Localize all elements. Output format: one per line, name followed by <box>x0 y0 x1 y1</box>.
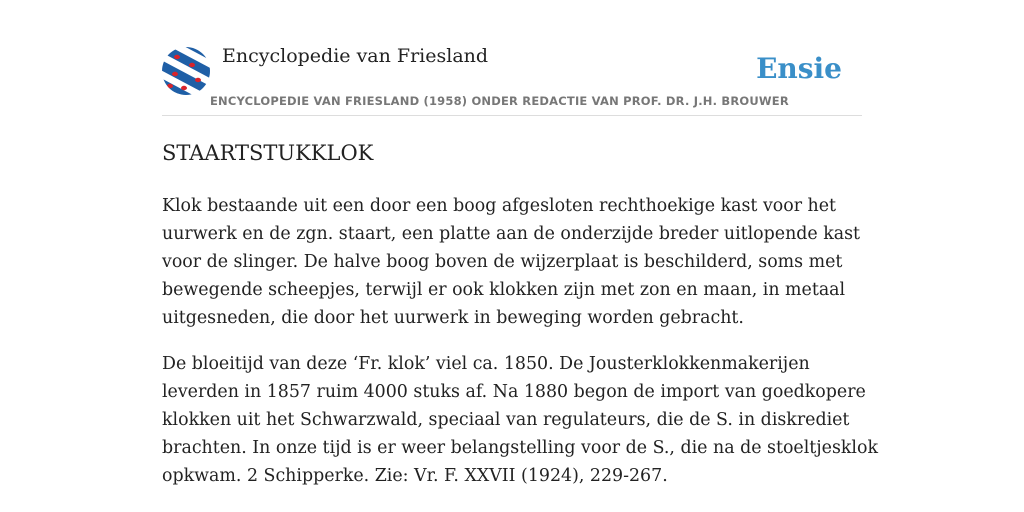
text-line: voor de slinger. De halve boog boven de wijzerplaat is beschilderd, soms met <box>162 252 843 272</box>
entry-paragraph-1 <box>162 192 862 332</box>
frisian-flag-icon[interactable] <box>162 47 210 95</box>
entry-paragraph-2 <box>162 350 878 490</box>
text-line: uitgesneden, die door het uurwerk in beweging worden gebracht. <box>162 308 744 328</box>
text-line: leverden in 1857 ruim 4000 stuks af. Na 1880 begon de import van goedkopere <box>162 382 866 402</box>
source-subtitle: ENCYCLOPEDIE VAN FRIESLAND (1958) ONDER REDACTIE VAN PROF. DR. J.H. BROUWER <box>210 94 789 108</box>
text-line: brachten. In onze tijd is er weer belangstelling voor de S., die na de stoeltjesklok <box>162 438 878 458</box>
brand-logo[interactable]: Ensie <box>756 52 842 85</box>
divider <box>162 115 862 116</box>
text-line: klokken uit het Schwarzwald, speciaal van regulateurs, die de S. in diskrediet <box>162 410 850 430</box>
site-title[interactable]: Encyclopedie van Friesland <box>222 45 489 67</box>
entry-title: STAARTSTUKKLOK <box>162 141 374 165</box>
text-line: De bloeitijd van deze ‘Fr. klok’ viel ca. 1850. De Jousterklokkenmakerijen <box>162 354 810 374</box>
text-line: Klok bestaande uit een door een boog afgesloten rechthoekige kast voor het <box>162 196 837 216</box>
text-line: uurwerk en de zgn. staart, een platte aan de onderzijde breder uitlopende kast <box>162 224 861 244</box>
text-line: bewegende scheepjes, terwijl er ook klokken zijn met zon en maan, in metaal <box>162 280 846 300</box>
text-line: opkwam. 2 Schipperke. Zie: Vr. F. XXVII (1924), 229-267. <box>162 466 668 486</box>
